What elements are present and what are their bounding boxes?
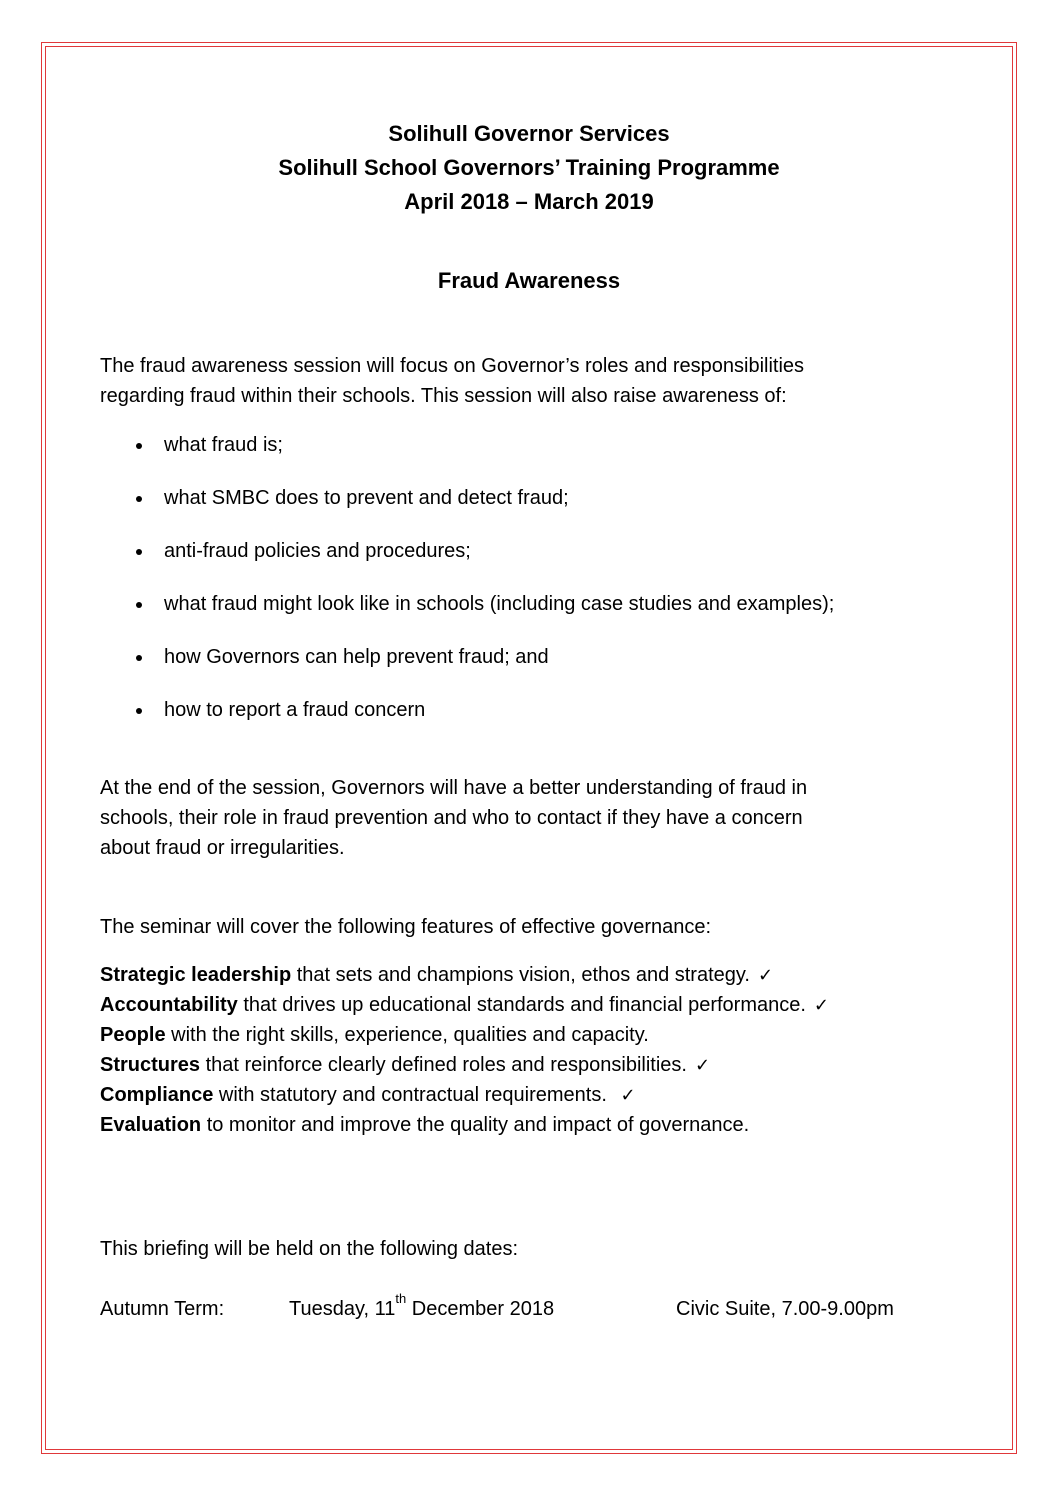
session-term: Autumn Term: [100, 1298, 225, 1320]
intro-line-2: regarding fraud within their schools. This session will also raise awareness of: [100, 385, 787, 407]
feature-accountability: Accountability that drives up educational standards and financial performance. ✓ [100, 994, 830, 1016]
org-title: Solihull Governor Services [388, 121, 670, 146]
feature-evaluation: Evaluation to monitor and improve the quality and impact of governance. [100, 1114, 750, 1136]
bullet-icon [136, 655, 142, 661]
bullet-icon [136, 549, 142, 555]
bullet-icon [136, 496, 142, 502]
feature-people: People with the right skills, experience, qualities and capacity. [100, 1024, 649, 1046]
feature-compliance: Compliance with statutory and contractual requirements. ✓ [100, 1084, 636, 1106]
bullet-icon [136, 443, 142, 449]
check-icon: ✓ [813, 995, 830, 1016]
session-date: Tuesday, 11th December 2018 [289, 1291, 555, 1320]
programme-period: April 2018 – March 2019 [404, 189, 654, 214]
intro-line-1: The fraud awareness session will focus on Governor’s roles and responsibilities [100, 355, 805, 377]
outcome-line-2: schools, their role in fraud prevention and who to contact if they have a concern [100, 807, 803, 829]
programme-title: Solihull School Governors’ Training Programme [278, 155, 780, 180]
outcome-line-1: At the end of the session, Governors will have a better understanding of fraud in [100, 777, 808, 799]
bullet-icon [136, 602, 142, 608]
check-icon: ✓ [620, 1085, 636, 1106]
course-title: Fraud Awareness [437, 268, 621, 293]
features-intro: The seminar will cover the following features of effective governance: [100, 916, 712, 938]
session-venue: Civic Suite, 7.00-9.00pm [676, 1298, 894, 1320]
bullet-icon [136, 708, 142, 714]
feature-strategic-leadership: Strategic leadership that sets and champions vision, ethos and strategy. ✓ [100, 964, 774, 986]
check-icon: ✓ [694, 1055, 711, 1076]
outcome-line-3: about fraud or irregularities. [100, 837, 345, 859]
dates-intro: This briefing will be held on the following dates: [100, 1238, 519, 1260]
feature-structures: Structures that reinforce clearly defined roles and responsibilities. ✓ [100, 1054, 711, 1076]
check-icon: ✓ [757, 965, 774, 986]
